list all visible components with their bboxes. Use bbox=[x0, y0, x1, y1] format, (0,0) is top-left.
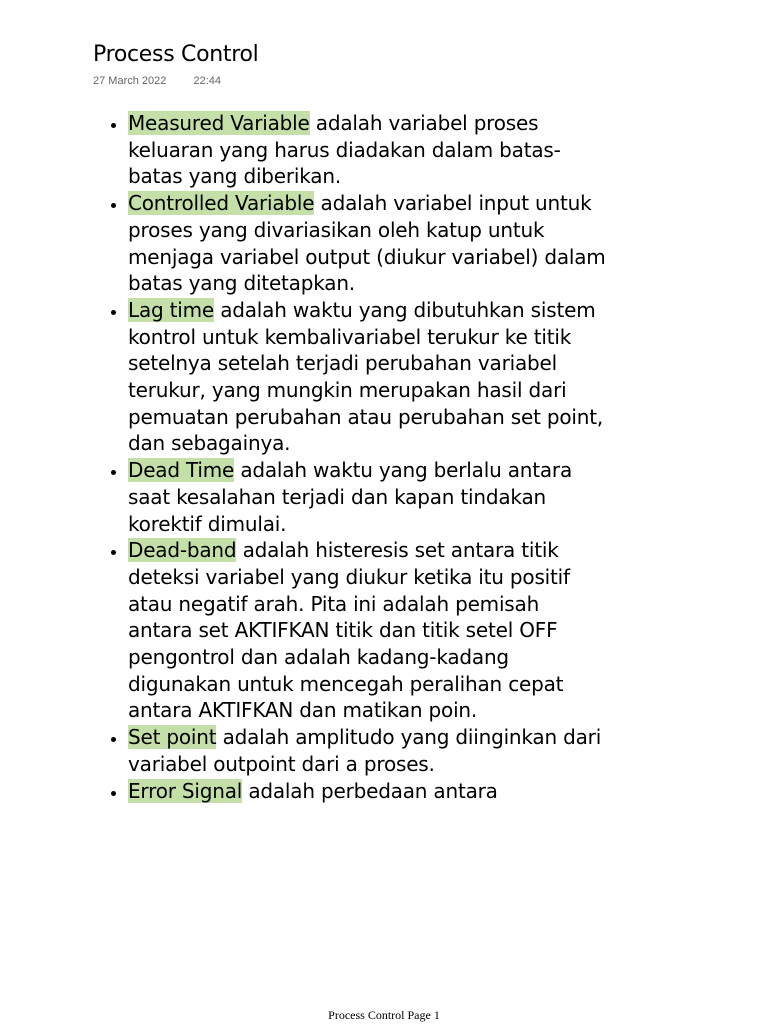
definition-list bbox=[93, 110, 608, 804]
term-definition: adalah histeresis set antara titik deteksi variabel yang diukur ketika itu positif atau negatif arah. Pita ini adalah pemisah antara set AKTIFKAN titik dan titik setel OFF pengontrol dan adalah kadang-kadang digunakan untuk mencegah peralihan cepat antara AKTIFKAN dan matikan poin. bbox=[128, 538, 570, 723]
list-item bbox=[128, 457, 608, 537]
list-item bbox=[128, 778, 608, 805]
term-definition: adalah variabel proses keluaran yang harus diadakan dalam batas-batas yang diberikan. bbox=[128, 111, 561, 189]
list-item bbox=[128, 297, 608, 457]
term-definition: adalah waktu yang berlalu antara saat kesalahan terjadi dan kapan tindakan korektif dimulai. bbox=[128, 458, 573, 536]
page-meta bbox=[93, 75, 221, 87]
term-highlight: Set point bbox=[128, 725, 217, 750]
term-definition: adalah amplitudo yang diinginkan dari variabel outpoint dari a proses. bbox=[128, 725, 602, 776]
term-highlight: Dead Time bbox=[128, 458, 235, 483]
page-date: 27 March 2022 bbox=[93, 75, 167, 87]
term-highlight: Lag time bbox=[128, 297, 215, 322]
term-highlight: Error Signal bbox=[128, 778, 243, 803]
term-definition: adalah variabel input untuk proses yang divariasikan oleh katup untuk menjaga variabel output (diukur variabel) dalam batas yang ditetapkan. bbox=[128, 191, 606, 296]
term-definition: adalah perbedaan antara bbox=[242, 778, 498, 803]
list-item bbox=[128, 190, 608, 297]
term-definition: adalah waktu yang dibutuhkan sistem kontrol untuk kembalivariabel terukur ke titik setelnya setelah terjadi perubahan variabel terukur, yang mungkin merupakan hasil dari pemuatan perubahan atau perubahan set point, dan sebagainya. bbox=[128, 297, 604, 456]
page-footer: Process Control Page 1 bbox=[328, 1008, 440, 1022]
term-highlight: Controlled Variable bbox=[128, 191, 315, 216]
page-time: 22:44 bbox=[193, 75, 221, 87]
term-highlight: Dead-band bbox=[128, 538, 237, 563]
list-item bbox=[128, 110, 608, 190]
term-highlight: Measured Variable bbox=[128, 111, 310, 135]
list-item bbox=[128, 724, 608, 777]
page-title: Process Control bbox=[93, 42, 259, 67]
list-item bbox=[128, 537, 608, 724]
